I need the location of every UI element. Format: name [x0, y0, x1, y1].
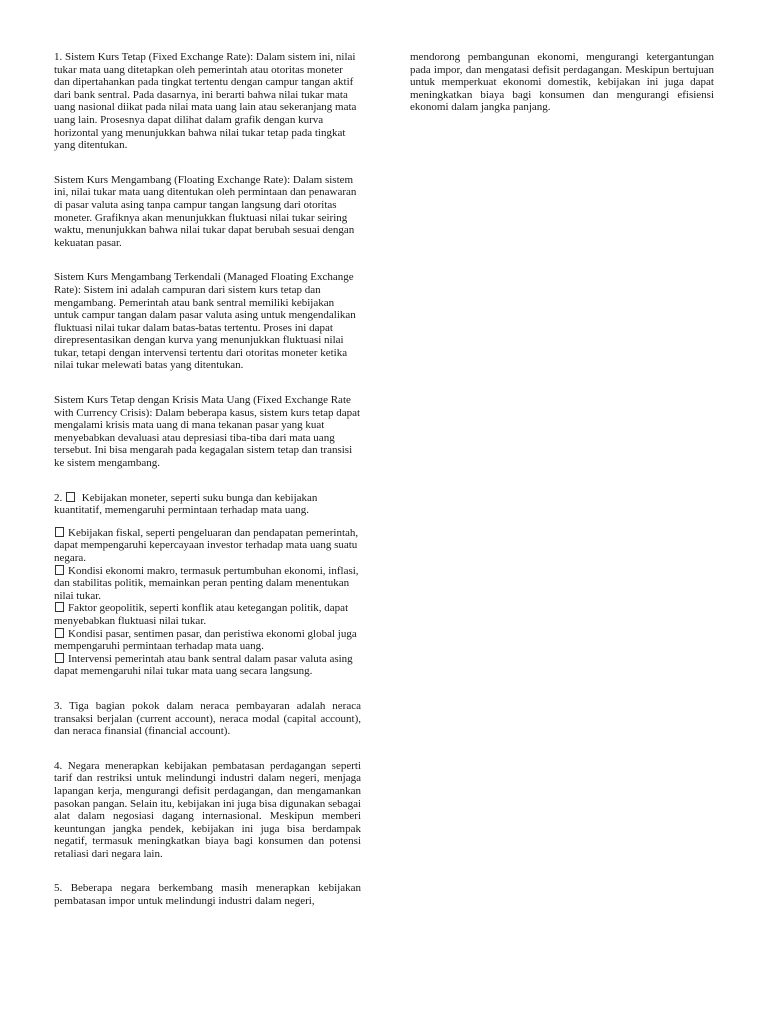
- paragraph-managed-floating: Sistem Kurs Mengambang Terkendali (Managed Floating Exchange Rate): Sistem ini adalah campuran dari sistem kurs tetap dan mengambang. Pemerintah atau bank sentral memiliki kebijakan untuk campur tangan dalam pasar valuta asing untuk mengendalikan fluktuasi nilai tukar dalam batas-batas tertentu. Proses ini dapat direpresentasikan dengan kurva yang menunjukkan fluktuasi nilai tukar, tetapi dengan intervensi tertentu dari otoritas moneter ketika nilai tukar melewati batas yang ditentukan.: [54, 271, 356, 372]
- factor-item-text: Intervensi pemerintah atau bank sentral dalam pasar valuta asing dapat memengaruhi nilai tukar mata uang secara langsung.: [54, 652, 353, 678]
- paragraph-currency-crisis: Sistem Kurs Tetap dengan Krisis Mata Uang (Fixed Exchange Rate with Currency Crisis): Dalam beberapa kasus, sistem kurs tetap dapat mengalami krisis mata uang di mana tekanan pasar yang kuat menyebabkan devaluasi atau depresiasi tiba-tiba dari mata uang tersebut. Ini bisa mengarah pada kegagalan sistem tetap dan transisi ke sistem mengambang.: [54, 394, 361, 470]
- factor-item: [54, 602, 361, 627]
- question-2-first-text: Kebijakan moneter, seperti suku bunga dan kebijakan kuantitatif, memengaruhi permintaan terhadap mata uang.: [54, 491, 318, 517]
- left-column: [54, 51, 361, 908]
- paragraph-fixed-exchange-rate: 1. Sistem Kurs Tetap (Fixed Exchange Rate): Dalam sistem ini, nilai tukar mata uang ditetapkan oleh pemerintah atau otoritas moneter dan dipertahankan pada tingkat tertentu dengan campur tangan aktif dari bank sentral. Pada dasarnya, ini berarti bahwa nilai tukar mata uang nasional diikat pada nilai mata uang lain atau sekeranjang mata uang lain. Prosesnya dapat dilihat dalam grafik dengan kurva horizontal yang menunjukkan bahwa nilai tukar tetap pada tingkat yang ditentukan.: [54, 51, 357, 152]
- factor-item-text: Faktor geopolitik, seperti konflik atau ketegangan politik, dapat menyebabkan fluktuasi nilai tukar.: [54, 602, 349, 627]
- right-column: [410, 51, 714, 114]
- question-2-first: [54, 492, 361, 517]
- paragraph-continuation: mendorong pembangunan ekonomi, mengurangi ketergantungan pada impor, dan mengatasi defisit perdagangan. Meskipun bertujuan untuk memperkuat ekonomi domestik, kebijakan ini juga dapat meningkatkan biaya bagi konsumen dan mengurangi efisiensi ekonomi dalam jangka panjang.: [410, 51, 714, 114]
- factor-item: [54, 628, 361, 653]
- bullet-box-icon: [55, 565, 64, 575]
- paragraph-developing-countries: 5. Beberapa negara berkembang masih menerapkan kebijakan pembatasan impor untuk melindungi industri dalam negeri,: [54, 882, 361, 908]
- bullet-box-icon: [66, 492, 75, 502]
- paragraph-floating-exchange-rate: Sistem Kurs Mengambang (Floating Exchange Rate): Dalam sistem ini, nilai tukar mata uang ditentukan oleh permintaan dan penawaran di pasar valuta asing tanpa campur tangan langsung dari otoritas moneter. Grafiknya akan menunjukkan fluktuasi nilai tukar seiring waktu, menunjukkan bahwa nilai tukar dapat berubah sesuai dengan kekuatan pasar.: [54, 173, 357, 249]
- factor-item: [54, 565, 361, 603]
- question-2-number: 2.: [54, 491, 63, 504]
- paragraph-balance-of-payments: 3. Tiga bagian pokok dalam neraca pembayaran adalah neraca transaksi berjalan (current account), neraca modal (capital account), dan neraca finansial (financial account).: [54, 699, 361, 738]
- factor-item: [54, 527, 361, 565]
- bullet-box-icon: [55, 527, 64, 537]
- factor-item: [54, 653, 361, 678]
- factor-item-text: Kondisi ekonomi makro, termasuk pertumbuhan ekonomi, inflasi, dan stabilitas politik, memainkan peran penting dalam menentukan nilai tukar.: [54, 564, 359, 602]
- bullet-box-icon: [55, 628, 64, 638]
- factor-item-text: Kebijakan fiskal, seperti pengeluaran dan pendapatan pemerintah, dapat mempengaruhi kepercayaan investor terhadap mata uang suatu negara.: [54, 526, 359, 564]
- bullet-box-icon: [55, 602, 64, 612]
- paragraph-trade-restriction: 4. Negara menerapkan kebijakan pembatasan perdagangan seperti tarif dan restriksi untuk melindungi industri dalam negeri, menjaga lapangan kerja, mengurangi defisit perdagangan, dan mengamankan pasokan pangan. Selain itu, kebijakan ini juga bisa digunakan sebagai alat dalam negosiasi dagang internasional. Meskipun memberi keuntungan jangka pendek, kebijakan ini juga bisa berdampak negatif, termasuk meningkatkan biaya bagi konsumen dan potensi retaliasi dari negara lain.: [54, 759, 362, 860]
- factor-list: [54, 527, 361, 678]
- bullet-box-icon: [55, 653, 64, 663]
- factor-item-text: Kondisi pasar, sentimen pasar, dan peristiwa ekonomi global juga mempengaruhi permintaan terhadap mata uang.: [54, 627, 357, 653]
